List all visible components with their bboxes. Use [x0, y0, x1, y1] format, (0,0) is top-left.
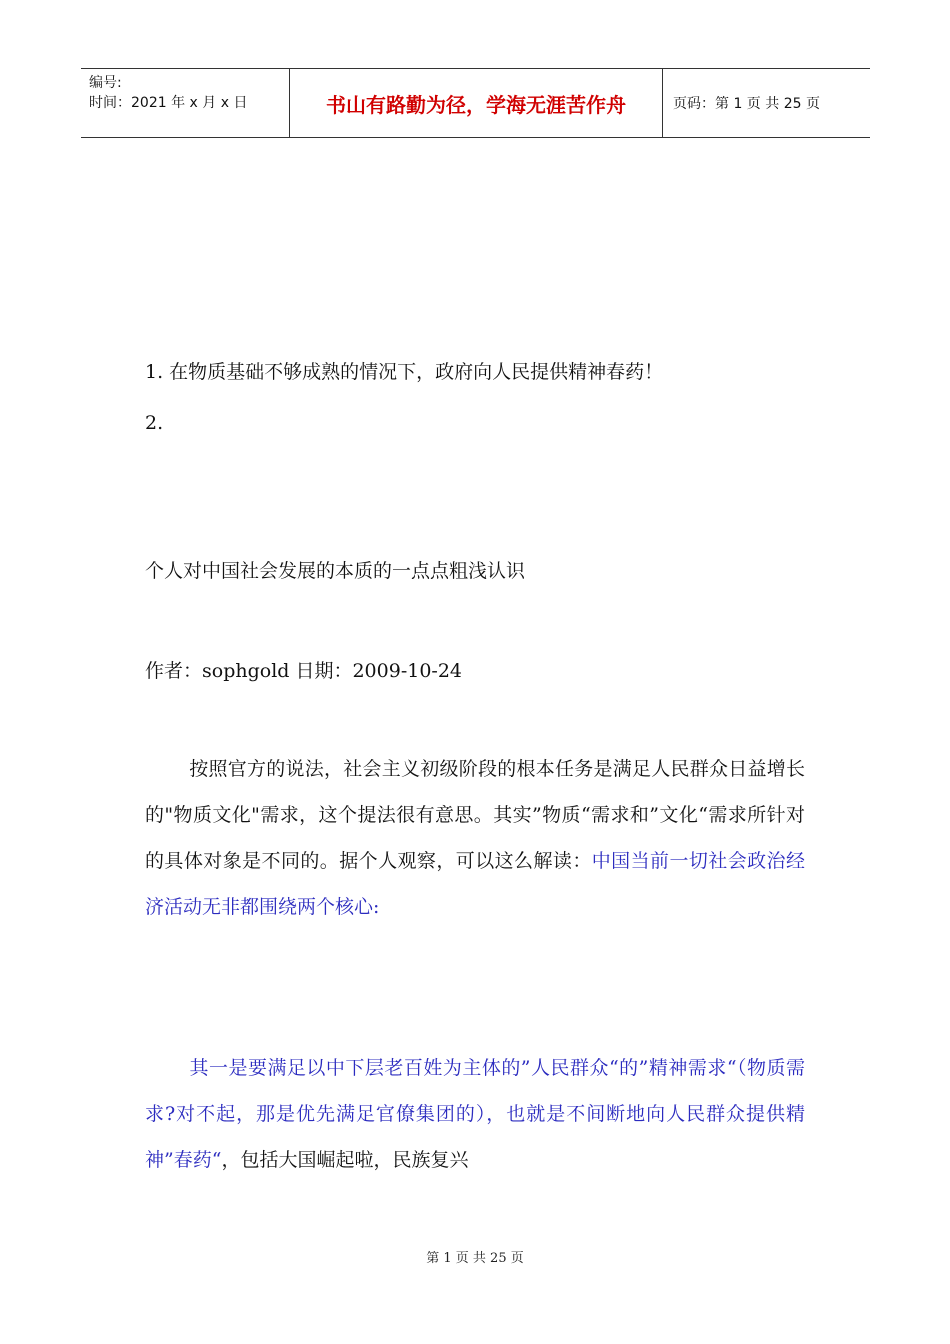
- list-item-1: 1. 在物质基础不够成熟的情况下，政府向人民提供精神春药！: [145, 361, 664, 383]
- motto-text: 书山有路勤为径，学海无涯苦作舟: [326, 92, 626, 117]
- list-item-2: 2.: [145, 412, 164, 434]
- document-date: 时间：2021 年 x 月 x 日: [89, 95, 248, 111]
- paragraph-2-text: ，包括大国崛起啦，民族复兴: [221, 1149, 469, 1171]
- paragraph-1-highlight: 中国当前一切社会政治经济活动无非都围绕两个核心:: [145, 850, 805, 918]
- paragraph-1-text: 按照官方的说法，社会主义初级阶段的根本任务是满足人民群众日益增长的"物质文化"需求，这个提法很有意思。其实”物质“需求和”文化“需求所针对的具体对象是不同的。据个人观察，可以这么解读：: [145, 758, 805, 872]
- document-number-label: 编号:: [89, 75, 122, 91]
- article-byline: 作者：sophgold 日期：2009-10-24: [145, 660, 463, 682]
- header-page-info: [663, 69, 870, 137]
- header-meta: [81, 69, 289, 137]
- page-footer: 第 1 页 共 25 页: [426, 1251, 524, 1266]
- article-title: 个人对中国社会发展的本质的一点点粗浅认识: [145, 560, 526, 582]
- article-paragraph-2: [145, 1045, 805, 1183]
- header-motto: [289, 69, 663, 137]
- page-header: [81, 68, 870, 138]
- paragraph-2-highlight: 其一是要满足以中下层老百姓为主体的”人民群众“的”精神需求“（物质需求?对不起，那是优先满足官僚集团的），也就是不间断地向人民群众提供精神”春药“: [145, 1057, 805, 1171]
- page-info-text: 页码：第 1 页 共 25 页: [673, 96, 820, 112]
- article-paragraph-1: [145, 746, 805, 930]
